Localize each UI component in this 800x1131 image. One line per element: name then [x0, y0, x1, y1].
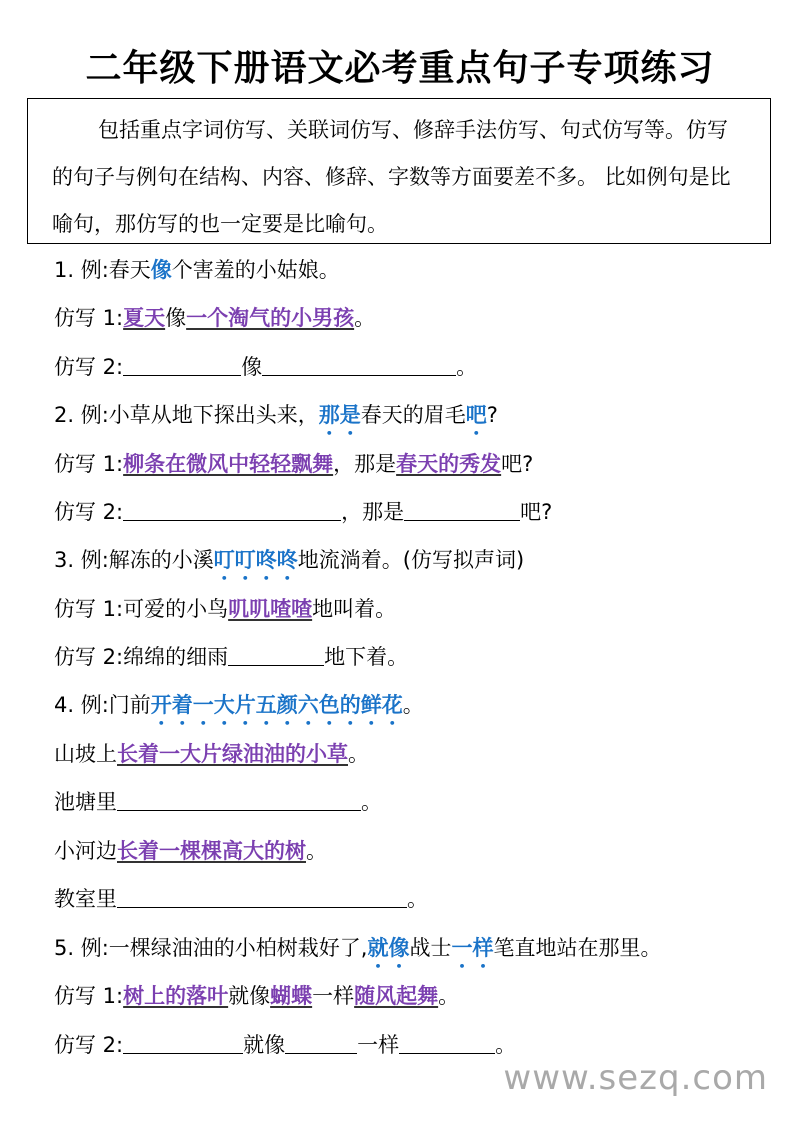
- q5-a2-mid1: 就像: [243, 1033, 286, 1057]
- q4-l3-pre: 小河边: [54, 839, 117, 863]
- q5-a2-blank-2[interactable]: [285, 1031, 357, 1054]
- page-title: 二年级下册语文必考重点句子专项练习: [85, 48, 715, 89]
- q4-l4-pre: 教室里: [54, 887, 117, 911]
- q1-a2-blank-2[interactable]: [262, 353, 456, 376]
- q1-a2-mid: 像: [241, 355, 263, 379]
- q3-a1-pre: 可爱的小鸟: [123, 597, 229, 621]
- q3-answer-1: [54, 594, 396, 624]
- watermark: www.sezq.com: [503, 1058, 768, 1098]
- q3-example-prefix: 3. 例:解冻的小溪: [54, 548, 214, 572]
- q4-l1-answer: 长着一大片绿油油的小草: [117, 742, 348, 766]
- q1-a1-part2: 一个淘气的小男孩: [186, 306, 355, 330]
- q4-l2-blank[interactable]: [117, 788, 361, 811]
- q2-a2-label: 仿写 2:: [54, 500, 124, 524]
- q4-l2-pre: 池塘里: [54, 790, 117, 814]
- q2-example-end: ?: [486, 403, 498, 427]
- q3-a2-blank[interactable]: [228, 643, 324, 666]
- q3-example-rest: 地流淌着。(仿写拟声词): [297, 548, 525, 572]
- q5-a1-end: 。: [438, 984, 460, 1008]
- q2-answer-1: [54, 449, 533, 479]
- q3-keyword: 叮叮咚咚: [213, 548, 298, 572]
- q5-a1-mid1: 就像: [228, 984, 271, 1008]
- q4-l3-end: 。: [306, 839, 327, 863]
- q2-example-mid: 春天的眉毛: [360, 403, 466, 427]
- q5-a2-mid2: 一样: [357, 1033, 400, 1057]
- q5-a1-mid2: 一样: [312, 984, 355, 1008]
- q2-a1-mid: ，那是: [333, 452, 397, 476]
- q4-l2-end: 。: [361, 790, 382, 814]
- q1-keyword: 像: [150, 258, 172, 282]
- q3-a1-end: 地叫着。: [312, 597, 397, 621]
- q1-a2-label: 仿写 2:: [54, 355, 124, 379]
- q4-line-1: [54, 739, 369, 769]
- q1-answer-1: [54, 303, 375, 333]
- q5-keyword-2: 一样: [451, 936, 494, 960]
- q3-a2-label: 仿写 2:: [54, 645, 124, 669]
- q4-example: [54, 690, 424, 730]
- q4-l3-answer: 长着一棵棵高大的树: [117, 839, 306, 863]
- q2-a2-blank-1[interactable]: [123, 498, 341, 521]
- q1-example: [54, 255, 340, 285]
- q3-example: [54, 545, 524, 585]
- q5-a1-part1: 树上的落叶: [123, 984, 229, 1008]
- q5-keyword-1: 就像: [367, 936, 410, 960]
- q4-line-4: [54, 884, 428, 914]
- q5-answer-2: [54, 1030, 516, 1060]
- q2-a1-end: 吧?: [501, 452, 534, 476]
- q1-answer-2: [54, 352, 477, 382]
- q2-a1-part1: 柳条在微风中轻轻飘舞: [123, 452, 334, 476]
- q5-example-end: 笔直地站在那里。: [493, 936, 662, 960]
- q3-a1-label: 仿写 1:: [54, 597, 124, 621]
- q4-line-2: [54, 787, 382, 817]
- q1-example-prefix: 1. 例:春天: [54, 258, 151, 282]
- q2-example-prefix: 2. 例:小草从地下探出头来，: [54, 403, 319, 427]
- q5-a2-blank-1[interactable]: [123, 1031, 243, 1054]
- q3-a2-end: 地下着。: [324, 645, 409, 669]
- q4-l4-blank[interactable]: [117, 885, 407, 908]
- q1-a1-end: 。: [354, 306, 376, 330]
- q5-example-prefix: 5. 例:一棵绿油油的小柏树栽好了,: [54, 936, 368, 960]
- q4-keyword: 开着一大片五颜六色的鲜花: [150, 693, 403, 717]
- q2-a2-end: 吧?: [520, 500, 553, 524]
- q5-a1-part2: 蝴蝶: [270, 984, 313, 1008]
- q2-keyword-1: 那是: [318, 403, 361, 427]
- q1-a1-part1: 夏天: [123, 306, 166, 330]
- q5-a2-blank-3[interactable]: [399, 1031, 495, 1054]
- q2-a1-part2: 春天的秀发: [396, 452, 502, 476]
- q3-a1-answer: 叽叽喳喳: [228, 597, 313, 621]
- q1-a2-end: 。: [456, 355, 478, 379]
- q1-a1-label: 仿写 1:: [54, 306, 124, 330]
- intro-box: [27, 98, 771, 244]
- q4-l1-pre: 山坡上: [54, 742, 117, 766]
- q2-example: [54, 400, 498, 440]
- q3-a2-pre: 绵绵的细雨: [123, 645, 229, 669]
- q2-a2-blank-2[interactable]: [404, 498, 520, 521]
- q5-example-mid: 战士: [409, 936, 452, 960]
- q4-l4-end: 。: [407, 887, 428, 911]
- q2-a1-label: 仿写 1:: [54, 452, 124, 476]
- q1-a1-mid: 像: [165, 306, 187, 330]
- q5-answer-1: [54, 981, 459, 1011]
- q5-a1-part3: 随风起舞: [354, 984, 439, 1008]
- intro-text: 包括重点字词仿写、关联词仿写、修辞手法仿写、句式仿写等。仿写的句子与例句在结构、内容、修辞、字数等方面要差不多。 比如例句是比喻句，那仿写的也一定要是比喻句。: [52, 118, 731, 236]
- q4-l1-end: 。: [348, 742, 369, 766]
- q1-a2-blank-1[interactable]: [123, 353, 241, 376]
- q2-answer-2: [54, 497, 552, 527]
- q2-keyword-2: 吧: [465, 403, 487, 427]
- q4-example-prefix: 4. 例:门前: [54, 693, 151, 717]
- q3-answer-2: [54, 642, 408, 672]
- q2-a2-mid: ，那是: [341, 500, 405, 524]
- q5-example: [54, 933, 661, 973]
- q4-example-end: 。: [402, 693, 424, 717]
- q5-a2-end: 。: [495, 1033, 517, 1057]
- q4-line-3: [54, 836, 327, 866]
- q5-a1-label: 仿写 1:: [54, 984, 124, 1008]
- q5-a2-label: 仿写 2:: [54, 1033, 124, 1057]
- q1-example-rest: 个害羞的小姑娘。: [171, 258, 340, 282]
